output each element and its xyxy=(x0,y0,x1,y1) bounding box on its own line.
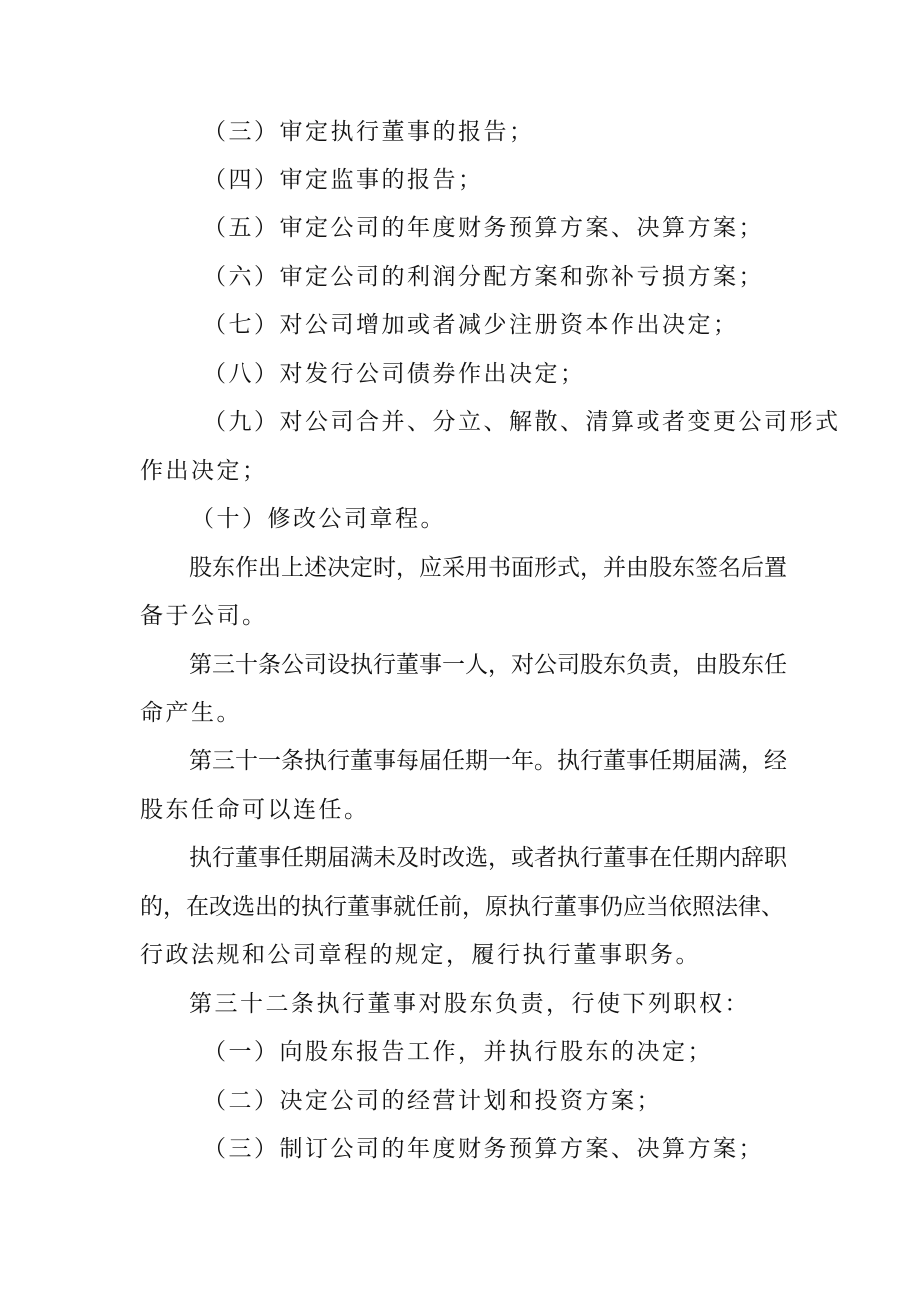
text-line: （九）对公司合并、分立、解散、清算或者变更公司形式 xyxy=(203,409,841,435)
text-line: 作出决定； xyxy=(140,458,268,484)
text-line: （二）决定公司的经营计划和投资方案； xyxy=(203,1088,662,1114)
text-line: 股东任命可以连任。 xyxy=(140,797,370,823)
text-line: 命产生。 xyxy=(140,700,242,726)
text-line: （四）审定监事的报告； xyxy=(203,167,484,193)
text-line: 股东作出上述决定时，应采用书面形式，并由股东签名后置 xyxy=(189,555,787,581)
text-line: 第三十二条执行董事对股东负责，行使下列职权： xyxy=(189,991,750,1017)
text-line: （七）对公司增加或者减少注册资本作出决定； xyxy=(203,312,739,338)
text-line: 行政法规和公司章程的规定，履行执行董事职务。 xyxy=(140,942,701,968)
text-line: 第三十条公司设执行董事一人，对公司股东负责，由股东任 xyxy=(189,652,787,678)
text-line: 的，在改选出的执行董事就任前，原执行董事仍应当依照法律、 xyxy=(140,894,784,920)
text-line: （十）修改公司章程。 xyxy=(191,506,446,532)
text-line: （六）审定公司的利润分配方案和弥补亏损方案； xyxy=(203,264,764,290)
text-line: （三）审定执行董事的报告； xyxy=(203,119,535,145)
text-line: （八）对发行公司债券作出决定； xyxy=(203,361,586,387)
text-line: （一）向股东报告工作，并执行股东的决定； xyxy=(203,1039,713,1065)
text-line: 第三十一条执行董事每届任期一年。执行董事任期届满，经 xyxy=(189,748,787,774)
text-line: 执行董事任期届满未及时改选，或者执行董事在任期内辞职 xyxy=(189,845,787,871)
text-line: 备于公司。 xyxy=(140,603,268,629)
text-line: （三）制订公司的年度财务预算方案、决算方案； xyxy=(203,1136,764,1162)
text-line: （五）审定公司的年度财务预算方案、决算方案； xyxy=(203,215,764,241)
